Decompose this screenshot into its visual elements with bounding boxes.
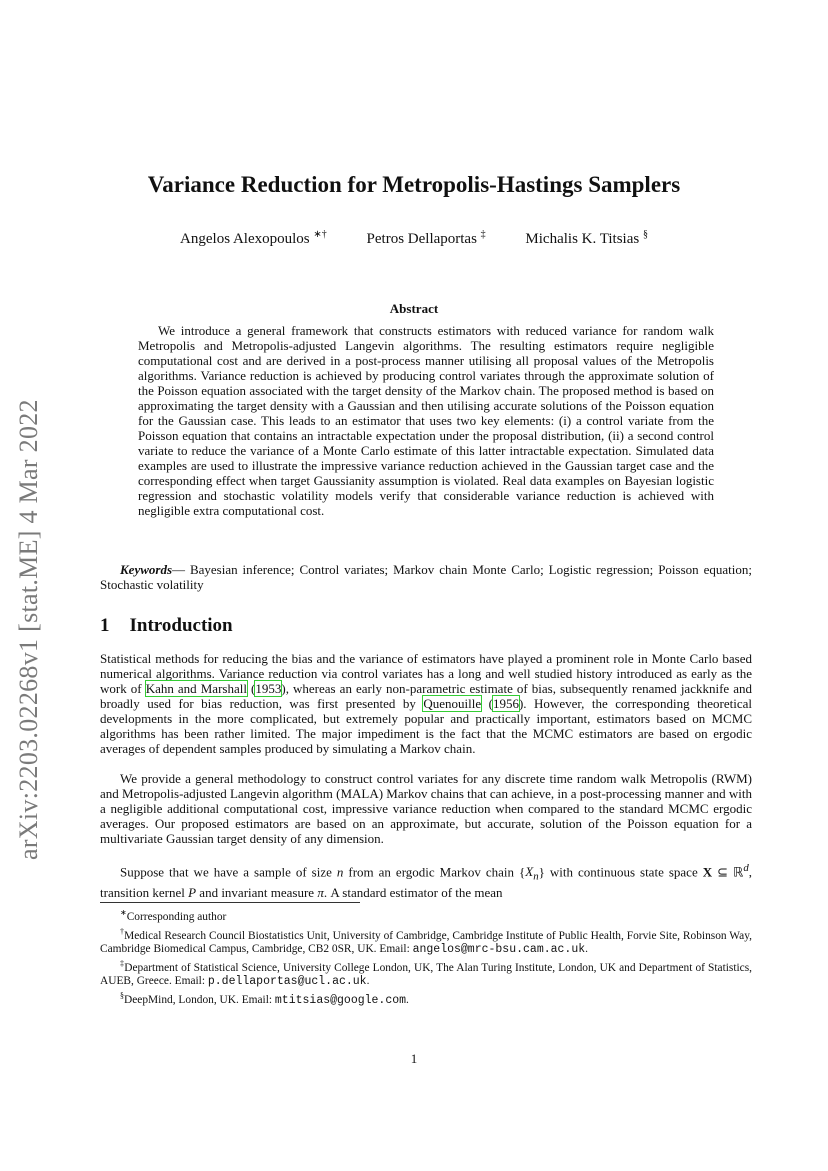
- intro-paragraph-1: Statistical methods for reducing the bias and the variance of estimators have played a prominent role in Monte Carlo based numerical algorithms. Variance reduction via control variates has a long and well studied history introduced as early as the work of Kahn and Marshall (1953), whereas an early non-parametric estimate of bias, subsequently renamed jackknife and broadly used for bias reduction, was first presented by Quenouille (1956). However, the corresponding theoretical developments in the more complicated, but extremely popular and practically important, estimators based on MCMC algorithms has been rather limited. The major impediment is the fact that the MCMC estimators are based on ergodic averages of dependent samples produced by simulating a Markov chain.: [100, 651, 753, 756]
- email-titsias[interactable]: mtitsias@google.com: [274, 993, 407, 1007]
- keywords-text: — Bayesian inference; Control variates; Markov chain Monte Carlo; Logistic regression; Poisson equation; Stochastic volatility: [100, 562, 752, 592]
- footnote-1: ∗Corresponding author: [120, 908, 227, 923]
- footnote-rule: [100, 902, 360, 903]
- author-1: Angelos Alexopoulos ∗†: [180, 229, 327, 247]
- footnote-2: †Medical Research Council Biostatistics Unit, University of Cambridge, Cambridge Institute of Public Health, Forvie Site, Robinson Way, Cambridge Biomedical Campus, Cambridge, CB2 0SR, UK. Email: angelos@mrc-bsu.cam.ac.uk.: [100, 926, 752, 956]
- keywords: [100, 562, 752, 592]
- arxiv-stamp: arXiv:2203.02268v1 [stat.ME] 4 Mar 2022: [14, 399, 43, 860]
- email-dellaportas[interactable]: p.dellaportas@ucl.ac.uk: [207, 975, 367, 989]
- citation-link-quenouille[interactable]: Quenouille: [423, 696, 482, 711]
- footnote-4: §DeepMind, London, UK. Email: mtitsias@google.com.: [120, 990, 409, 1007]
- citation-link-quenouille-year[interactable]: 1956: [492, 696, 519, 711]
- author-2: Petros Dellaportas ‡: [366, 229, 486, 247]
- email-angelos[interactable]: angelos@mrc-bsu.cam.ac.uk: [412, 943, 586, 956]
- keywords-label: Keywords: [120, 562, 172, 577]
- page-number: 1: [410, 1051, 418, 1066]
- footnotes: [100, 906, 752, 1007]
- intro-paragraph-2: We provide a general methodology to construct control variates for any discrete time random walk Metropolis (RWM) and Metropolis-adjusted Langevin algorithm (MALA) Markov chains that can achieve, in a post-processing manner and with a negligible additional computational cost, impressive variance reduction when compared to the standard MCMC ergodic averages. Our proposed estimators are based on an approximate, but accurate, solution of the Poisson equation for a multivariate Gaussian target density of any dimension.: [100, 771, 752, 846]
- abstract-heading: Abstract: [389, 301, 439, 316]
- footnote-3: ‡Department of Statistical Science, University College London, UK, The Alan Turing Institute, London, UK and Department of Statistics, AUEB, Greece. Email: p.dellaportas@ucl.ac.uk.: [100, 958, 753, 989]
- intro-paragraph-3: Suppose that we have a sample of size n from an ergodic Markov chain $\{X_n\}$ with continuous state space X ⊆ ℝ$^d$, transition kernel P and invariant measure π. A standard estimator of the mean: [100, 862, 752, 900]
- author-list: [0, 229, 828, 248]
- citation-link-kahn-marshall-year[interactable]: 1953: [255, 681, 282, 696]
- abstract-text: We introduce a general framework that constructs estimators with reduced variance for random walk Metropolis and Metropolis-adjusted Langevin algorithms. The resulting estimators require negligible computational cost and are derived in a post-process manner utilising all proposal values of the Metropolis algorithms. Variance reduction is achieved by producing control variates through the approximate solution of the Poisson equation associated with the target density of the Markov chain. The proposed method is based on approximating the target density with a Gaussian and then utilising accurate solutions of the Poisson equation for the Gaussian case. This leads to an estimator that uses two key elements: (i) a control variate from the Poisson equation that contains an intractable expectation under the proposal distribution, (ii) a second control variate to reduce the variance of a Monte Carlo estimate of this latter intractable expectation. Simulated data examples are used to illustrate the impressive variance reduction achieved in the Gaussian target case and the corresponding effect when target Gaussianity assumption is violated. Real data examples on Bayesian logistic regression and stochastic volatility models verify that considerable variance reduction is achieved with negligible extra computational cost.: [138, 323, 714, 518]
- paper-title: Variance Reduction for Metropolis-Hastings Samplers: [147, 172, 681, 197]
- author-3: Michalis K. Titsias §: [525, 229, 648, 247]
- citation-link-kahn-marshall[interactable]: Kahn and Marshall: [145, 681, 247, 696]
- section-heading: 1 Introduction: [100, 615, 233, 636]
